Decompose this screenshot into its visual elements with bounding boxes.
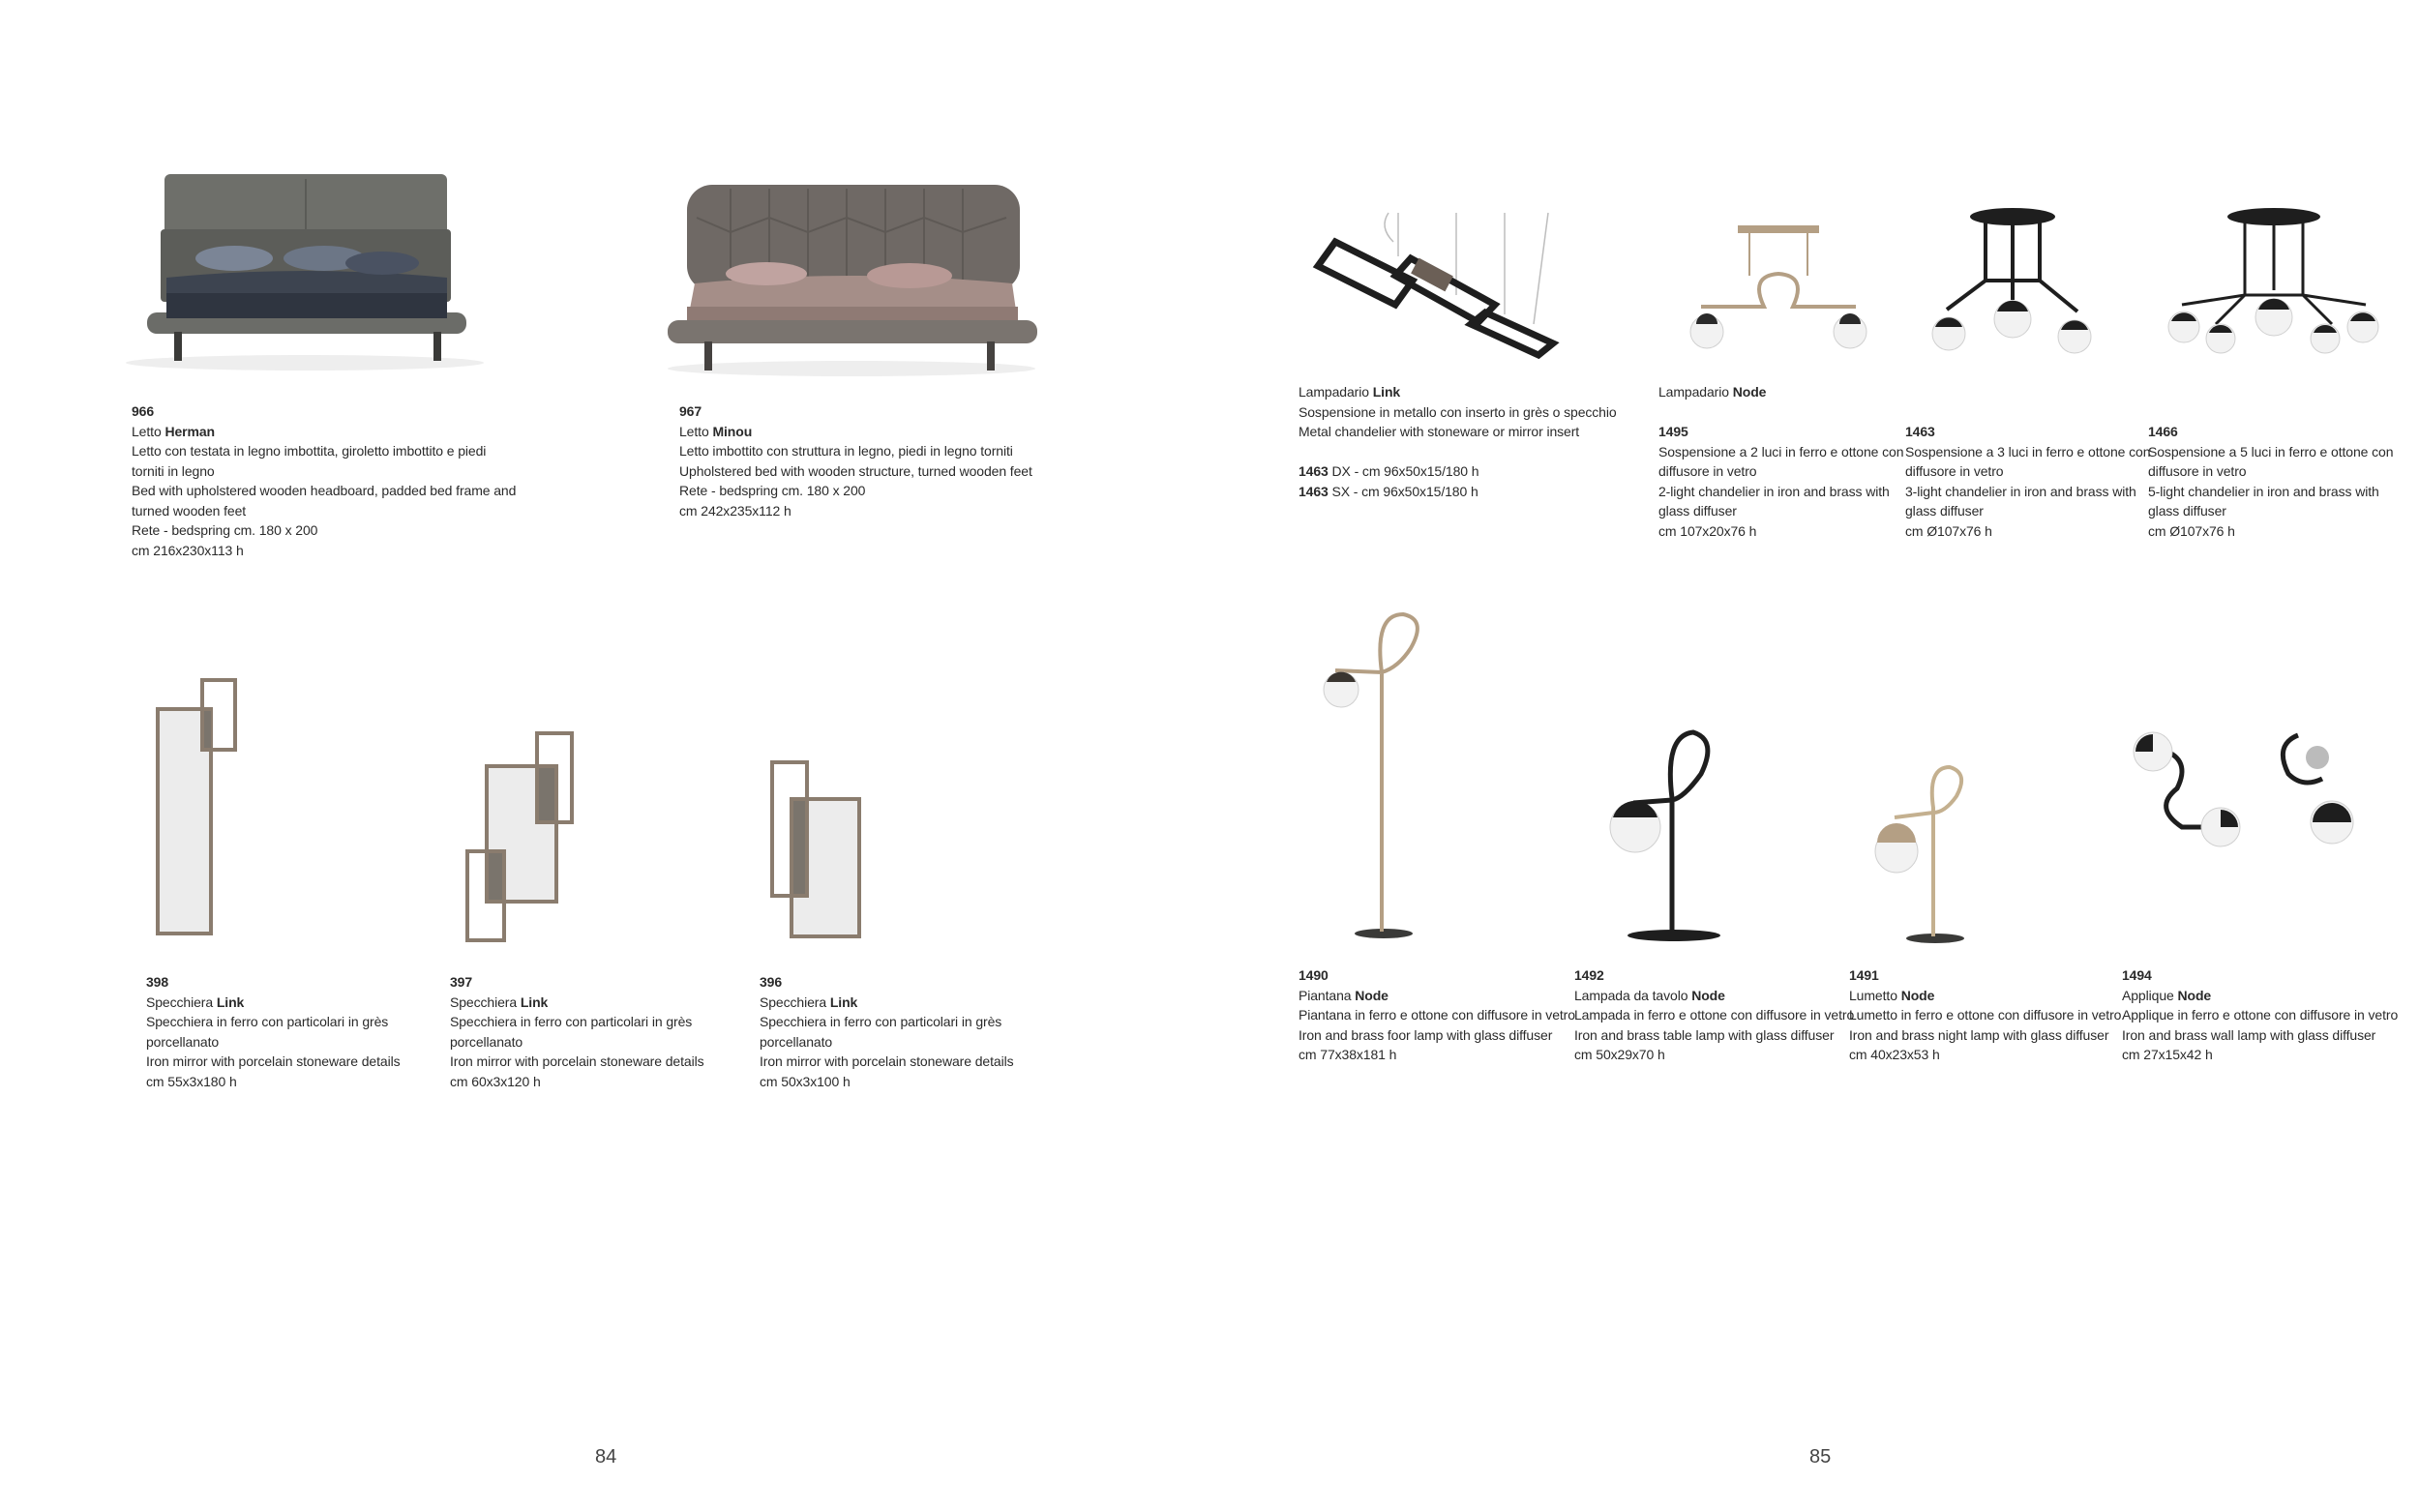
wall-lamp-name: Node (2177, 987, 2212, 1003)
chandelier-1495-line: glass diffuser (1658, 503, 1737, 519)
bed-herman-line: Rete - bedspring cm. 180 x 200 (132, 522, 318, 538)
mirror-398-name: Link (216, 993, 245, 1010)
bed-minou-description (679, 401, 1032, 520)
bed-minou-line: Rete - bedspring cm. 180 x 200 (679, 483, 866, 498)
node-chandelier-type: Lampadario (1658, 384, 1733, 400)
link-chandelier-variant-sx (1299, 482, 1617, 502)
wall-lamp-1494-line: cm 27x15x42 h (2122, 1047, 2213, 1062)
page-number-right: 85 (1809, 1446, 1832, 1468)
mirror-398-type: Specchiera (146, 993, 217, 1010)
floor-lamp-1490-title (1299, 986, 1575, 1006)
chandelier-1463-code: 1463 (1905, 424, 1935, 439)
chandelier-1495-line: cm 107x20x76 h (1658, 522, 1757, 539)
night-lamp-1491-image (1848, 759, 1984, 948)
bed-minou-line: Letto imbottito con struttura in legno, piedi in legno torniti (679, 443, 1013, 459)
bed-herman-type: Letto (132, 423, 165, 439)
bed-herman-name: Herman (164, 423, 215, 439)
mirror-396-line: cm 50x3x100 h (760, 1073, 851, 1089)
variant-text: DX - cm 96x50x15/180 h (1328, 463, 1479, 479)
mirror-398-line: Iron mirror with porcelain stoneware details (146, 1053, 401, 1069)
node-chandelier-title (1658, 382, 1766, 402)
night-lamp-type: Lumetto (1849, 987, 1901, 1003)
wall-lamp-type: Applique (2122, 987, 2178, 1003)
wall-lamp-1494-description (2122, 965, 2398, 1065)
table-lamp-1492-line: Iron and brass table lamp with glass diffuser (1574, 1026, 1835, 1043)
chandelier-1463-line: cm Ø107x76 h (1905, 522, 1992, 539)
mirror-398-description (146, 972, 401, 1091)
table-lamp-1492-code: 1492 (1574, 967, 1604, 983)
variant-text: SX - cm 96x50x15/180 h (1328, 483, 1478, 499)
mirror-397-title (450, 993, 704, 1013)
bed-minou-line: cm 242x235x112 h (679, 502, 791, 519)
floor-lamp-1490-image (1306, 605, 1451, 943)
chandelier-1466-line: glass diffuser (2148, 503, 2226, 519)
mirror-398-line: cm 55x3x180 h (146, 1073, 237, 1089)
chandelier-1463-line: Sospensione a 3 luci in ferro e ottone con (1905, 443, 2151, 460)
link-chandelier-type: Lampadario (1299, 384, 1373, 400)
chandelier-1466-code: 1466 (2148, 424, 2178, 439)
link-chandelier-line: Sospensione in metallo con inserto in grès o specchio (1299, 403, 1617, 420)
night-lamp-1491-code: 1491 (1849, 967, 1879, 983)
chandelier-1495-description (1658, 422, 1903, 541)
node-chandelier-name: Node (1732, 384, 1767, 400)
mirror-397-line: porcellanato (450, 1033, 523, 1050)
mirror-398-title (146, 993, 401, 1013)
floor-lamp-name: Node (1355, 987, 1389, 1003)
table-lamp-1492-title (1574, 986, 1854, 1006)
mirror-398-image (150, 672, 247, 938)
table-lamp-1492-line: Lampada in ferro e ottone con diffusore in vetro (1574, 1007, 1855, 1023)
wall-lamp-1494-line: Applique in ferro e ottone con diffusore in vetro (2122, 1007, 2399, 1023)
night-lamp-1491-description (1849, 965, 2121, 1065)
night-lamp-name: Node (1900, 987, 1935, 1003)
catalog-page-right (1210, 0, 2419, 1512)
night-lamp-1491-title (1849, 986, 2121, 1006)
bed-minou-type: Letto (679, 423, 713, 439)
mirror-397-name: Link (520, 993, 549, 1010)
mirror-397-description (450, 972, 704, 1091)
mirror-396-line: Iron mirror with porcelain stoneware details (760, 1053, 1014, 1069)
chandelier-1495-line: Sospensione a 2 luci in ferro e ottone con (1658, 443, 1904, 460)
bed-herman-line: Letto con testata in legno imbottita, giroletto imbottito e piedi (132, 443, 487, 459)
night-lamp-1491-line: Lumetto in ferro e ottone con diffusore in vetro (1849, 1007, 2122, 1023)
table-lamp-1492-description (1574, 965, 1854, 1065)
bed-herman-image (116, 169, 493, 377)
mirror-397-code: 397 (450, 974, 473, 990)
mirror-397-line: cm 60x3x120 h (450, 1073, 541, 1089)
chandelier-1463-line: 3-light chandelier in iron and brass with (1905, 483, 2136, 499)
node-chandelier-title-text (1658, 382, 1766, 402)
bed-minou-name: Minou (712, 423, 753, 439)
wall-lamp-1494-line: Iron and brass wall lamp with glass diffuser (2122, 1026, 2376, 1043)
chandelier-1466-line: Sospensione a 5 luci in ferro e ottone con (2148, 443, 2394, 460)
link-chandelier-description (1299, 382, 1617, 501)
night-lamp-1491-line: cm 40x23x53 h (1849, 1047, 1940, 1062)
chandelier-1495-line: 2-light chandelier in iron and brass with (1658, 483, 1890, 499)
chandelier-1466-line: 5-light chandelier in iron and brass with (2148, 483, 2379, 499)
chandelier-1463-line: diffusore in vetro (1905, 463, 2004, 479)
link-chandelier-variant-dx (1299, 461, 1617, 482)
chandelier-1495-line: diffusore in vetro (1658, 463, 1757, 479)
mirror-398-line: porcellanato (146, 1033, 220, 1050)
chandelier-1466-image (2163, 203, 2385, 363)
bed-minou-code: 967 (679, 403, 702, 419)
table-lamp-type: Lampada da tavolo (1574, 987, 1692, 1003)
bed-minou-line: Upholstered bed with wooden structure, turned wooden feet (679, 462, 1032, 479)
link-chandelier-title (1299, 382, 1617, 402)
table-lamp-1492-image (1587, 721, 1742, 948)
chandelier-1463-image (1927, 203, 2097, 363)
wall-lamp-1494-title (2122, 986, 2398, 1006)
floor-lamp-1490-description (1299, 965, 1575, 1065)
mirror-396-description (760, 972, 1014, 1091)
bed-herman-line: cm 216x230x113 h (132, 542, 244, 558)
floor-lamp-1490-code: 1490 (1299, 967, 1329, 983)
bed-herman-description (132, 401, 516, 560)
chandelier-1463-line: glass diffuser (1905, 503, 1984, 519)
mirror-398-line: Specchiera in ferro con particolari in grès (146, 1014, 389, 1029)
page-number-left: 84 (595, 1446, 617, 1468)
floor-lamp-1490-line: Piantana in ferro e ottone con diffusore in vetro (1299, 1007, 1575, 1023)
spacer (1299, 442, 1617, 462)
table-lamp-1492-line: cm 50x29x70 h (1574, 1047, 1665, 1062)
bed-herman-code: 966 (132, 403, 155, 419)
bed-herman-line: Bed with upholstered wooden headboard, padded bed frame and (132, 483, 517, 498)
variant-code: 1463 (1299, 483, 1329, 499)
wall-lamp-1494-image (2124, 721, 2371, 856)
chandelier-1495-code: 1495 (1658, 424, 1688, 439)
mirror-397-line: Specchiera in ferro con particolari in grès (450, 1014, 693, 1029)
chandelier-1466-line: cm Ø107x76 h (2148, 522, 2235, 539)
bed-herman-line: turned wooden feet (132, 502, 247, 519)
bed-minou-image (658, 179, 1045, 382)
chandelier-1463-description (1905, 422, 2150, 541)
chandelier-1495-image (1672, 218, 1885, 358)
mirror-397-line: Iron mirror with porcelain stoneware details (450, 1053, 704, 1069)
mirror-396-name: Link (829, 993, 858, 1010)
mirror-396-line: porcellanato (760, 1033, 833, 1050)
bed-minou-title (679, 422, 1032, 442)
mirror-397-image (460, 726, 581, 948)
wall-lamp-1494-code: 1494 (2122, 967, 2152, 983)
bed-herman-line: torniti in legno (132, 462, 215, 479)
table-lamp-name: Node (1691, 987, 1725, 1003)
bed-herman-title (132, 422, 516, 442)
mirror-398-code: 398 (146, 974, 169, 990)
mirror-396-image (764, 755, 871, 943)
floor-lamp-type: Piantana (1299, 987, 1356, 1003)
link-chandelier-line: Metal chandelier with stoneware or mirror insert (1299, 424, 1580, 439)
link-chandelier-image (1306, 208, 1568, 363)
mirror-396-type: Specchiera (760, 993, 830, 1010)
mirror-396-code: 396 (760, 974, 783, 990)
night-lamp-1491-line: Iron and brass night lamp with glass diffuser (1849, 1026, 2109, 1043)
mirror-397-type: Specchiera (450, 993, 521, 1010)
chandelier-1466-line: diffusore in vetro (2148, 463, 2247, 479)
floor-lamp-1490-line: Iron and brass foor lamp with glass diffuser (1299, 1026, 1553, 1043)
mirror-396-line: Specchiera in ferro con particolari in grès (760, 1014, 1002, 1029)
floor-lamp-1490-line: cm 77x38x181 h (1299, 1047, 1397, 1062)
chandelier-1466-description (2148, 422, 2393, 541)
mirror-396-title (760, 993, 1014, 1013)
variant-code: 1463 (1299, 463, 1329, 479)
link-chandelier-name: Link (1372, 384, 1401, 400)
